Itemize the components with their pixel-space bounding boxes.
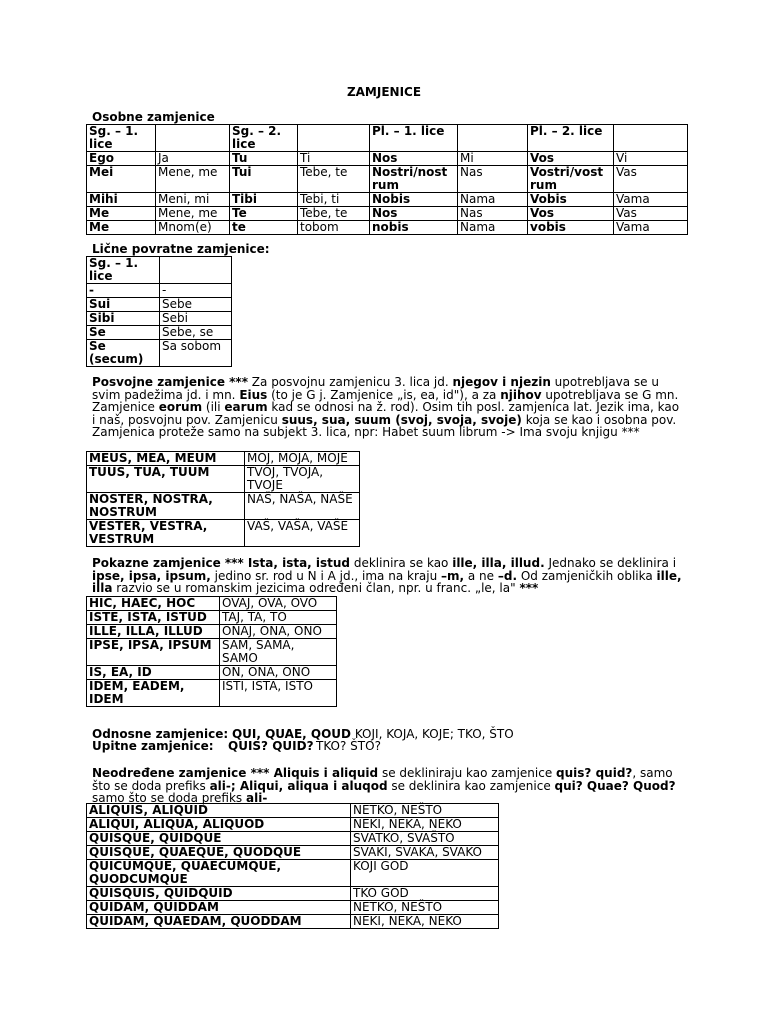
table-cell: Ego xyxy=(87,152,156,166)
table-cell: IPSE, IPSA, IPSUM xyxy=(87,639,220,666)
table-cell: ISTI, ISTA, ISTO xyxy=(220,680,337,707)
table-row xyxy=(87,625,337,639)
table-row xyxy=(87,340,232,367)
table-cell: TUUS, TUA, TUUM xyxy=(87,466,245,493)
possessive-bold-1: njegov i njezin xyxy=(452,375,551,389)
table-cell: IS, EA, ID xyxy=(87,666,220,680)
table-cell: Sebe, se xyxy=(160,326,232,340)
possessive-text-7: koja se kao i osobna pov. Zamjenica proteže samo na subjekt 3. lica, npr: Habet suum librum -> Ima svoju knjigu *** xyxy=(92,412,677,439)
indefinite-bold-1: Aliquis i aliquid xyxy=(269,766,379,780)
demonstrative-text-3: jedino sr. rod u N i A jd., ima na kraju xyxy=(210,568,441,583)
table-cell: Sebe xyxy=(160,298,232,312)
table-cell: Nas xyxy=(458,166,528,193)
table-cell: ON, ONA, ONO xyxy=(220,666,337,680)
relative-latin: QUI, QUAE, QOUD xyxy=(231,727,352,741)
table-cell: Vama xyxy=(614,221,688,235)
table-cell: HIC, HAEC, HOC xyxy=(87,597,220,611)
indefinite-bold-4: Aliqui, aliqua i aluqod xyxy=(235,778,388,793)
table-cell: MEUS, MEA, MEUM xyxy=(87,452,245,466)
table-cell: ALIQUI, ALIQUA, ALIQUOD xyxy=(87,818,351,832)
table-row xyxy=(87,466,360,493)
indefinite-text-2: , samo što se doda prefiks xyxy=(92,766,673,793)
table-cell: Mei xyxy=(87,166,156,193)
possessive-bold-3: njihov xyxy=(500,387,542,402)
table-cell: Mene, me xyxy=(156,166,230,193)
table-cell: - xyxy=(160,284,232,298)
table-header-cell xyxy=(160,257,232,284)
table-row xyxy=(87,166,688,193)
table-cell: KOJI GOD xyxy=(351,860,499,887)
table-row xyxy=(87,207,688,221)
table-cell: TVOJ, TVOJA, TVOJE xyxy=(245,466,360,493)
table-cell: IDEM, EADEM, IDEM xyxy=(87,680,220,707)
table-row xyxy=(87,298,232,312)
table-cell: Me xyxy=(87,207,156,221)
table-cell: Tebi, ti xyxy=(298,193,370,207)
indefinite-text-1: se dekliniraju kao zamjenice xyxy=(378,766,557,780)
demonstrative-paragraph xyxy=(92,557,684,595)
relative-label: Odnosne zamjenice: xyxy=(92,727,229,741)
demonstrative-text-6: razvio se u romanskim jezicima određeni član, npr. u franc. „le, la" xyxy=(112,581,520,595)
table-cell: NEKI, NEKA, NEKO xyxy=(351,818,499,832)
possessive-text-1: Za posvojnu zamjenicu 3. lica jd. xyxy=(247,375,453,389)
demonstrative-bold-5: –d. xyxy=(497,568,518,583)
table-cell: Tebe, te xyxy=(298,207,370,221)
table-cell: Mi xyxy=(458,152,528,166)
possessive-text-4: upotrebljava se G mn. Zamjenice xyxy=(92,387,679,414)
table-cell: Te xyxy=(230,207,298,221)
demonstrative-bold-1: Ista, ista, istud xyxy=(243,556,351,570)
table-cell: Ja xyxy=(156,152,230,166)
table-cell: VESTER, VESTRA, VESTRUM xyxy=(87,520,245,547)
indefinite-bold-2: quis? quid? xyxy=(556,766,633,780)
table-cell: SVAKI, SVAKA, SVAKO xyxy=(351,846,499,860)
table-cell: Mene, me xyxy=(156,207,230,221)
table-cell: Mnom(e) xyxy=(156,221,230,235)
table-header-cell: Sg. – 1. lice xyxy=(87,257,160,284)
indefinite-text-4: samo što se doda prefiks xyxy=(92,791,247,805)
table-cell: Nas xyxy=(458,207,528,221)
possessive-table xyxy=(86,451,360,547)
table-cell: Nos xyxy=(370,207,458,221)
table-row xyxy=(87,639,337,666)
table-cell: Nama xyxy=(458,221,528,235)
table-cell: Nobis xyxy=(370,193,458,207)
table-cell: QUISQUE, QUIDQUE xyxy=(87,832,351,846)
table-cell: Sibi xyxy=(87,312,160,326)
relative-translation: KOJI, KOJA, KOJE; TKO, ŠTO xyxy=(354,727,514,741)
demonstrative-table xyxy=(86,596,337,707)
indefinite-bold-3: ali-; xyxy=(209,778,236,793)
table-row xyxy=(87,818,499,832)
table-header-cell xyxy=(156,125,230,152)
table-cell: SAM, SAMA, SAMO xyxy=(220,639,337,666)
table-cell: tobom xyxy=(298,221,370,235)
indefinite-text-3: se deklinira kao zamjenice xyxy=(387,778,555,793)
table-cell: vobis xyxy=(528,221,614,235)
possessive-paragraph xyxy=(92,376,682,439)
possessive-heading: Posvojne zamjenice *** xyxy=(92,375,248,389)
table-header-cell xyxy=(458,125,528,152)
demonstrative-bold-7: *** xyxy=(519,581,539,595)
demonstrative-text-5: Od zamjeničkih oblika xyxy=(517,568,657,583)
table-cell: ISTE, ISTA, ISTUD xyxy=(87,611,220,625)
table-cell: Vas xyxy=(614,166,688,193)
possessive-bold-2: Eius xyxy=(239,387,268,402)
table-header-cell xyxy=(298,125,370,152)
table-cell: Sebi xyxy=(160,312,232,326)
possessive-text-5: (ili xyxy=(202,400,225,414)
table-header-cell xyxy=(614,125,688,152)
table-cell: Nostri/nost rum xyxy=(370,166,458,193)
table-cell: Me xyxy=(87,221,156,235)
indefinite-bold-6: ali- xyxy=(246,791,268,805)
possessive-text-6: kad se odnosi na ž. rod). Osim tih posl. zamjenica lat. Jezik ima, kao i naš, posvojnu pov. Zamjenicu xyxy=(92,400,680,427)
table-row xyxy=(87,152,688,166)
table-row xyxy=(87,326,232,340)
table-row xyxy=(87,221,688,235)
table-cell: Sui xyxy=(87,298,160,312)
interrogative-translation: TKO? ŠTO? xyxy=(316,739,381,753)
demonstrative-text-4: a ne xyxy=(464,568,498,583)
table-cell: Vos xyxy=(528,207,614,221)
table-row xyxy=(87,846,499,860)
possessive-text-2: upotrebljava se u svim padežima jd. i mn. xyxy=(92,375,659,402)
indefinite-paragraph xyxy=(92,767,682,805)
table-cell: NETKO, NEŠTO xyxy=(351,901,499,915)
table-row xyxy=(87,887,499,901)
table-cell: Se xyxy=(87,326,160,340)
table-cell: Meni, mi xyxy=(156,193,230,207)
table-cell: ILLE, ILLA, ILLUD xyxy=(87,625,220,639)
table-cell: MOJ, MOJA, MOJE xyxy=(245,452,360,466)
table-cell: NETKO, NEŠTO xyxy=(351,804,499,818)
table-row xyxy=(87,520,360,547)
demonstrative-bold-6: ille, illa xyxy=(92,568,682,595)
table-header-row xyxy=(87,125,688,152)
interrogative-line xyxy=(92,740,381,753)
table-cell: NOSTER, NOSTRA, NOSTRUM xyxy=(87,493,245,520)
table-cell: Vi xyxy=(614,152,688,166)
table-row xyxy=(87,312,232,326)
demonstrative-text-1: deklinira se kao xyxy=(350,556,453,570)
table-row xyxy=(87,804,499,818)
table-cell: Tebe, te xyxy=(298,166,370,193)
table-row xyxy=(87,597,337,611)
possessive-bold-6: suus, sua, suum (svoj, svoja, svoje) xyxy=(281,412,522,427)
table-cell: Vobis xyxy=(528,193,614,207)
table-row xyxy=(87,611,337,625)
table-cell: TAJ, TA, TO xyxy=(220,611,337,625)
table-row xyxy=(87,284,232,298)
possessive-bold-5: earum xyxy=(224,400,268,414)
table-cell: Se (secum) xyxy=(87,340,160,367)
table-cell: Sa sobom xyxy=(160,340,232,367)
table-cell: NAŠ, NAŠA, NAŠE xyxy=(245,493,360,520)
table-cell: QUISQUE, QUAEQUE, QUODQUE xyxy=(87,846,351,860)
table-cell: Tui xyxy=(230,166,298,193)
table-header-cell: Pl. – 1. lice xyxy=(370,125,458,152)
table-cell: TKO GOD xyxy=(351,887,499,901)
table-row xyxy=(87,860,499,887)
table-cell: Tibi xyxy=(230,193,298,207)
table-cell: Ti xyxy=(298,152,370,166)
table-cell: ALIQUIS, ALIQUID xyxy=(87,804,351,818)
indefinite-heading: Neodređene zamjenice *** xyxy=(92,766,270,780)
table-cell: QUIDAM, QUIDDAM xyxy=(87,901,351,915)
reflexive-table xyxy=(86,256,232,367)
table-cell: Vas xyxy=(614,207,688,221)
table-row xyxy=(87,832,499,846)
table-row xyxy=(87,680,337,707)
table-row xyxy=(87,193,688,207)
table-row xyxy=(87,901,499,915)
table-cell: QUISQUIS, QUIDQUID xyxy=(87,887,351,901)
table-cell: ONAJ, ONA, ONO xyxy=(220,625,337,639)
table-cell: Nama xyxy=(458,193,528,207)
table-header-cell: Sg. – 2. lice xyxy=(230,125,298,152)
table-cell: QUICUMQUE, QUAECUMQUE, QUODCUMQUE xyxy=(87,860,351,887)
demonstrative-bold-2: ille, illa, illud. xyxy=(452,556,545,570)
table-cell: SVATKO, SVAŠTO xyxy=(351,832,499,846)
personal-table xyxy=(86,124,688,235)
table-cell: Vama xyxy=(614,193,688,207)
table-cell: OVAJ, OVA, OVO xyxy=(220,597,337,611)
demonstrative-heading: Pokazne zamjenice *** xyxy=(92,556,244,570)
indefinite-table xyxy=(86,803,499,929)
table-cell: NEKI, NEKA, NEKO xyxy=(351,915,499,929)
demonstrative-text-2: Jednako se deklinira i xyxy=(544,556,677,570)
table-cell: Vos xyxy=(528,152,614,166)
possessive-bold-4: eorum xyxy=(158,400,203,414)
demonstrative-bold-4: –m, xyxy=(441,568,465,583)
reflexive-heading: Lične povratne zamjenice: xyxy=(92,242,270,256)
demonstrative-bold-3: ipse, ipsa, ipsum, xyxy=(92,568,211,583)
interrogative-label: Upitne zamjenice: xyxy=(92,739,214,753)
interrogative-latin: QUIS? QUID? xyxy=(228,739,314,753)
table-cell: VAŠ, VAŠA, VAŠE xyxy=(245,520,360,547)
table-row xyxy=(87,666,337,680)
page-title: ZAMJENICE xyxy=(346,85,422,99)
indefinite-bold-5: qui? Quae? Quod? xyxy=(554,778,676,793)
table-cell: Vostri/vost rum xyxy=(528,166,614,193)
table-row xyxy=(87,915,499,929)
table-cell: Mihi xyxy=(87,193,156,207)
table-cell: nobis xyxy=(370,221,458,235)
table-header-cell: Pl. – 2. lice xyxy=(528,125,614,152)
table-header-cell: Sg. – 1. lice xyxy=(87,125,156,152)
table-row xyxy=(87,452,360,466)
table-row xyxy=(87,493,360,520)
table-cell: te xyxy=(230,221,298,235)
possessive-text-3: (to je G j. Zamjenice „is, ea, id"), a za xyxy=(267,387,501,402)
table-cell: Tu xyxy=(230,152,298,166)
personal-heading: Osobne zamjenice xyxy=(92,110,215,124)
table-cell: QUIDAM, QUAEDAM, QUODDAM xyxy=(87,915,351,929)
table-header-row xyxy=(87,257,232,284)
table-cell: Nos xyxy=(370,152,458,166)
table-cell: - xyxy=(87,284,160,298)
